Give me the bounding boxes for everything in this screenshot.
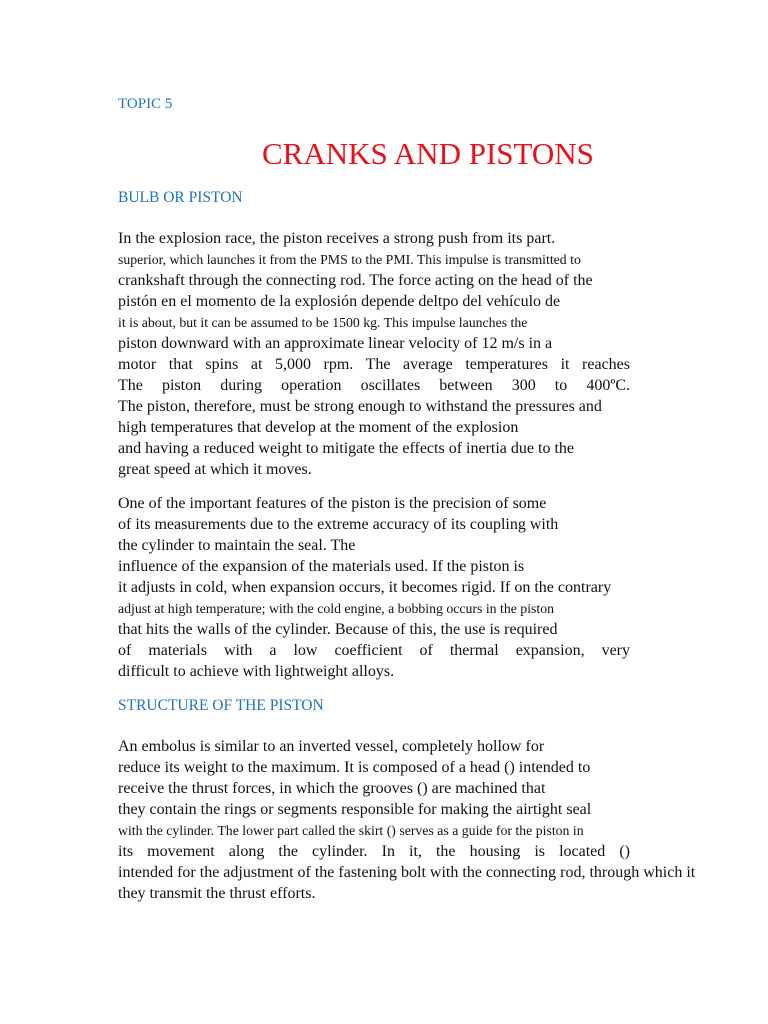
text-line: superior, which launches it from the PMS to the PMI. This impulse is transmitted to <box>118 252 581 267</box>
text-line: In the explosion race, the piston receives a strong push from its part. <box>118 230 556 247</box>
text-line: motor that spins at 5,000 rpm. The average temperatures it reaches <box>118 356 630 373</box>
text-line: reduce its weight to the maximum. It is composed of a head () intended to <box>118 759 591 776</box>
paragraph-explosion-race <box>118 228 768 480</box>
text-line: The piston during operation oscillates between 300 to 400ºC. <box>118 377 630 394</box>
text-line: crankshaft through the connecting rod. The force acting on the head of the <box>118 272 593 289</box>
text-line: difficult to achieve with lightweight alloys. <box>118 663 395 680</box>
text-line: piston downward with an approximate linear velocity of 12 m/s in a <box>118 335 553 352</box>
section-heading-bulb-or-piston: BULB OR PISTON <box>118 189 243 206</box>
text-line: intended for the adjustment of the fastening bolt with the connecting rod, through which it <box>118 864 696 881</box>
text-line: adjust at high temperature; with the cold engine, a bobbing occurs in the piston <box>118 601 555 616</box>
text-line: of materials with a low coefficient of thermal expansion, very <box>118 642 630 659</box>
text-line: with the cylinder. The lower part called the skirt () serves as a guide for the piston in <box>118 823 584 838</box>
text-line: they contain the rings or segments responsible for making the airtight seal <box>118 801 592 818</box>
text-line: it is about, but it can be assumed to be 1500 kg. This impulse launches the <box>118 315 528 330</box>
text-line: high temperatures that develop at the moment of the explosion <box>118 419 519 436</box>
text-line: An embolus is similar to an inverted vessel, completely hollow for <box>118 738 545 755</box>
page-title: CRANKS AND PISTONS <box>262 136 594 171</box>
topic-label: TOPIC 5 <box>118 96 173 112</box>
text-line: influence of the expansion of the materials used. If the piston is <box>118 558 525 575</box>
text-line: great speed at which it moves. <box>118 461 312 478</box>
text-line: receive the thrust forces, in which the grooves () are machined that <box>118 780 546 797</box>
text-line: pistón en el momento de la explosión depende deltpo del vehículo de <box>118 293 561 310</box>
paragraph-embolus <box>118 736 768 904</box>
text-line: and having a reduced weight to mitigate the effects of inertia due to the <box>118 440 574 457</box>
text-line: its movement along the cylinder. In it, the housing is located () <box>118 843 630 860</box>
section-heading-structure-of-the-piston: STRUCTURE OF THE PISTON <box>118 697 324 714</box>
text-line: it adjusts in cold, when expansion occurs, it becomes rigid. If on the contrary <box>118 579 612 596</box>
text-line: they transmit the thrust efforts. <box>118 885 316 902</box>
text-line: the cylinder to maintain the seal. The <box>118 537 356 554</box>
paragraph-precision <box>118 493 768 682</box>
text-line: The piston, therefore, must be strong enough to withstand the pressures and <box>118 398 602 415</box>
text-line: that hits the walls of the cylinder. Because of this, the use is required <box>118 621 558 638</box>
text-line: of its measurements due to the extreme accuracy of its coupling with <box>118 516 559 533</box>
text-line: One of the important features of the piston is the precision of some <box>118 495 547 512</box>
